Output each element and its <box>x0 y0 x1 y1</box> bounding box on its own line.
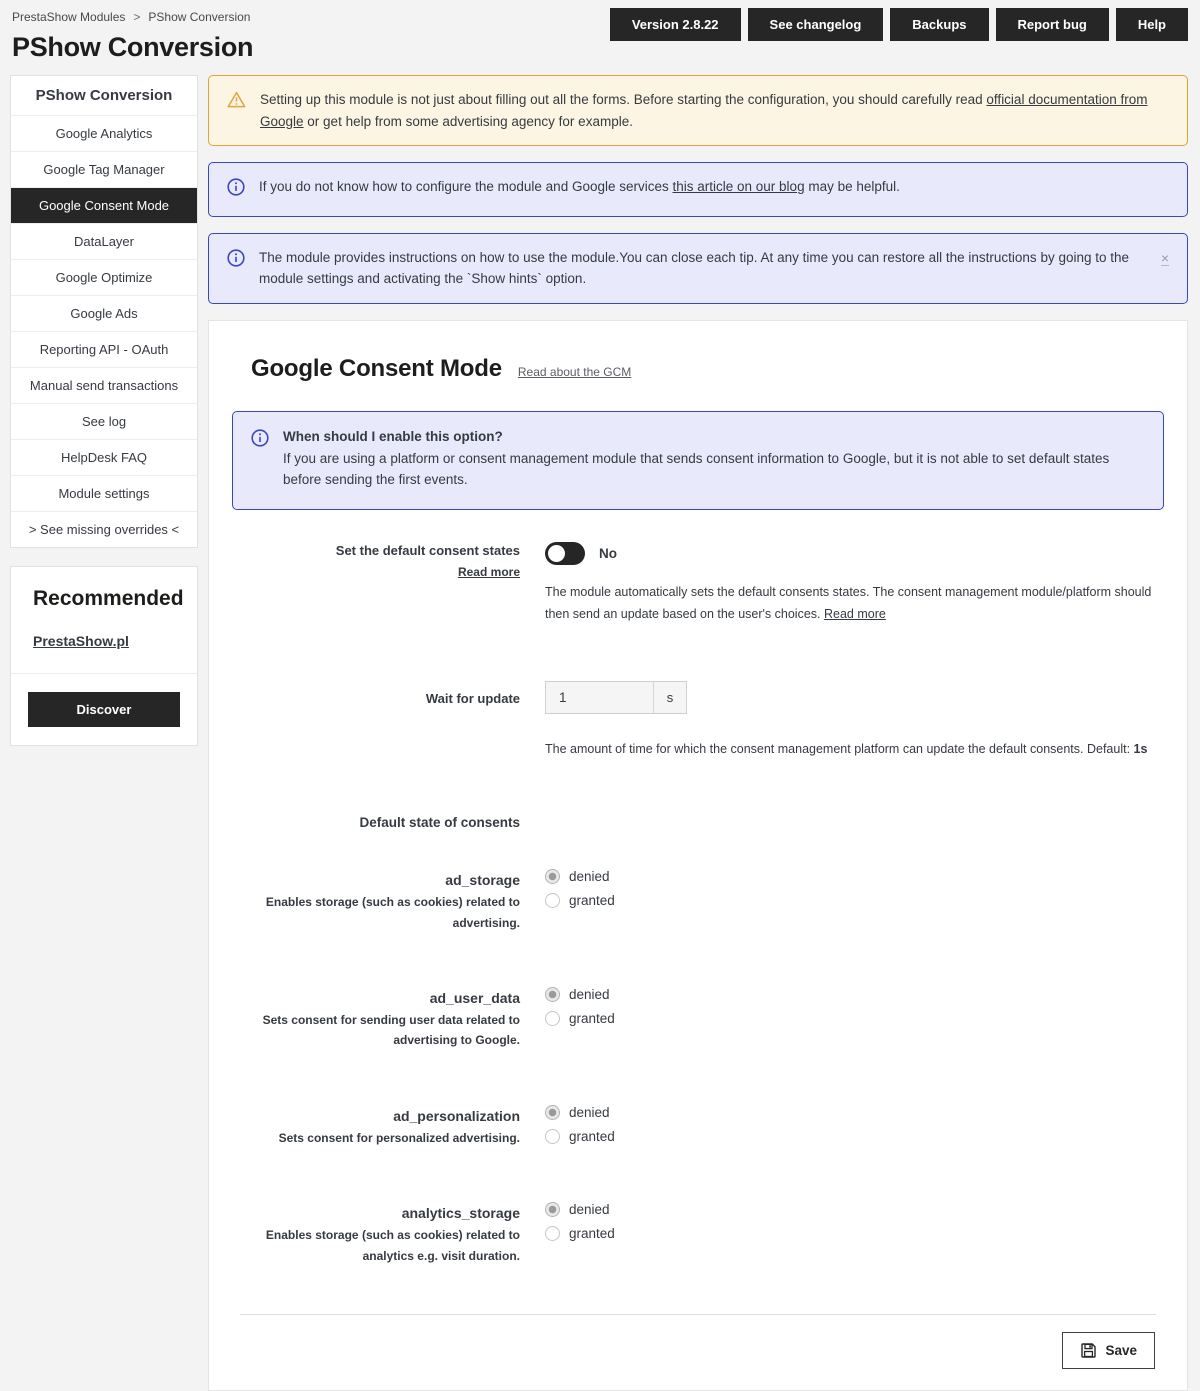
sidebar-item-google-tag-manager[interactable]: Google Tag Manager <box>11 152 197 188</box>
hint-title: When should I enable this option? <box>283 428 503 444</box>
save-floppy-icon <box>1080 1342 1097 1359</box>
sidebar-item-see-missing-overrides[interactable]: > See missing overrides < <box>28 522 180 537</box>
google-consent-mode-panel <box>208 320 1188 1391</box>
sidebar-item-google-analytics[interactable]: Google Analytics <box>11 116 197 152</box>
radio-checked-icon <box>545 1202 560 1217</box>
version-button[interactable]: Version 2.8.22 <box>610 8 741 41</box>
blog-article-link[interactable]: this article on our blog <box>672 179 805 195</box>
consent-states-label: Set the default consent states <box>335 542 520 558</box>
ad-storage-denied-radio[interactable] <box>545 869 1164 884</box>
content <box>0 63 1200 1391</box>
warning-text-before: Setting up this module is not just about filling out all the forms. Before starting the configuration, you should carefully read <box>260 92 987 107</box>
consent-name: ad_personalization <box>393 1107 520 1124</box>
radio-checked-icon <box>545 869 560 884</box>
radio-unchecked-icon <box>545 1011 560 1026</box>
consent-name: ad_user_data <box>429 990 520 1007</box>
save-button-label: Save <box>1105 1342 1137 1358</box>
warning-alert <box>208 75 1188 146</box>
warning-text-after: or get help from some advertising agency for example. <box>303 113 633 129</box>
wait-for-update-label: Wait for update <box>425 690 520 706</box>
wait-help-default-value: 1s <box>1133 741 1148 756</box>
consent-name: analytics_storage <box>401 1205 520 1222</box>
wait-for-update-row <box>232 681 1164 761</box>
consent-row-ad-user-data <box>232 987 1164 1051</box>
consent-description: Enables storage (such as cookies) related to advertising. <box>265 895 520 930</box>
breadcrumb-parent[interactable]: PrestaShow Modules <box>12 10 126 24</box>
radio-unchecked-icon <box>545 1129 560 1144</box>
info-circle-icon <box>251 429 269 491</box>
backups-button[interactable]: Backups <box>890 8 988 41</box>
radio-unchecked-icon <box>545 893 560 908</box>
toggle-knob <box>548 545 565 562</box>
nav-header: PShow Conversion <box>11 76 197 116</box>
when-enable-hint-box <box>232 411 1164 510</box>
hints-info-text: The module provides instructions on how to use the module.You can close each tip. At any time you can restore all the instructions by going to the module settings and activating the `Show hints` option. <box>259 249 1130 287</box>
consent-description: Enables storage (such as cookies) related to analytics e.g. visit duration. <box>265 1228 520 1263</box>
wait-for-update-input-group <box>545 681 687 714</box>
radio-label: denied <box>569 1202 610 1218</box>
consent-states-help-read-more-link[interactable]: Read more <box>823 607 886 622</box>
consent-row-ad-storage <box>232 869 1164 933</box>
sidebar-item-google-consent-mode[interactable]: Google Consent Mode <box>11 188 197 224</box>
sidebar-item-helpdesk-faq[interactable]: HelpDesk FAQ <box>11 440 197 476</box>
google-docs-link[interactable]: official documentation from Google <box>260 92 1148 129</box>
consent-states-help-text: The module automatically sets the default consents states. The consent management module/platform should then send an update based on the user's choices. <box>545 584 1152 622</box>
consent-states-help <box>545 581 1164 626</box>
changelog-button[interactable]: See changelog <box>748 8 884 41</box>
radio-label: denied <box>569 987 610 1003</box>
warning-triangle-icon <box>227 91 246 115</box>
hint-text: If you are using a platform or consent management module that sends consent information to Google, but it is not able to set default states before sending the first events. <box>283 450 1110 488</box>
sidebar-item-module-settings[interactable]: Module settings <box>11 476 197 512</box>
radio-label: denied <box>569 1104 610 1120</box>
discover-button[interactable]: Discover <box>28 692 180 727</box>
sidebar-item-reporting-api-oauth[interactable]: Reporting API - OAuth <box>11 332 197 368</box>
topbar <box>0 0 1200 63</box>
breadcrumb-current[interactable]: PShow Conversion <box>148 10 251 24</box>
consent-row-analytics-storage <box>232 1202 1164 1266</box>
radio-unchecked-icon <box>545 1226 560 1241</box>
ad-personalization-granted-radio[interactable] <box>545 1129 1164 1144</box>
prestashow-link[interactable]: PrestaShow.pl <box>33 633 129 649</box>
blog-text-before: If you do not know how to configure the module and Google services <box>259 179 673 195</box>
toggle-value-label: No <box>599 545 617 561</box>
page-title: PShow Conversion <box>12 32 254 62</box>
sidebar-item-google-ads[interactable]: Google Ads <box>11 296 197 332</box>
info-circle-icon <box>227 178 245 203</box>
sidebar-item-see-log[interactable]: See log <box>11 404 197 440</box>
breadcrumb-separator: > <box>133 10 141 24</box>
consent-description: Sets consent for personalized advertising. <box>278 1130 520 1145</box>
sidebar-item-google-optimize[interactable]: Google Optimize <box>11 260 197 296</box>
seconds-unit-addon: s <box>653 682 686 713</box>
ad-personalization-denied-radio[interactable] <box>545 1105 1164 1120</box>
recommended-title: Recommended <box>33 587 184 610</box>
sidebar-item-datalayer[interactable]: DataLayer <box>11 224 197 260</box>
read-about-gcm-link[interactable]: Read about the GCM <box>517 364 632 379</box>
ad-storage-granted-radio[interactable] <box>545 893 1164 908</box>
hints-info-alert <box>208 233 1188 304</box>
panel-title: Google Consent Mode <box>251 354 502 382</box>
wait-for-update-help <box>545 738 1164 761</box>
save-button[interactable] <box>1062 1332 1155 1369</box>
module-nav <box>10 75 198 548</box>
sidebar-item-manual-send-transactions[interactable]: Manual send transactions <box>11 368 197 404</box>
header-buttons <box>610 8 1188 41</box>
blog-info-text <box>259 176 1169 198</box>
wait-help-text: The amount of time for which the consent management platform can update the default consents. Default: <box>545 741 1134 756</box>
consent-states-row <box>232 542 1164 626</box>
help-button[interactable]: Help <box>1116 8 1188 41</box>
radio-label: granted <box>569 1128 615 1144</box>
blog-text-after: may be helpful. <box>804 179 900 195</box>
radio-label: granted <box>569 1011 615 1027</box>
consent-name: ad_storage <box>445 872 520 889</box>
radio-label: denied <box>569 869 610 885</box>
close-icon[interactable]: × <box>1160 249 1169 266</box>
blog-info-alert <box>208 162 1188 217</box>
ad-user-data-granted-radio[interactable] <box>545 1011 1164 1026</box>
radio-label: granted <box>569 893 615 909</box>
info-circle-icon <box>227 249 245 274</box>
defaults-heading-row <box>232 815 1164 830</box>
radio-label: granted <box>569 1226 615 1242</box>
warning-alert-text <box>260 89 1169 132</box>
report-bug-button[interactable]: Report bug <box>996 8 1109 41</box>
analytics-storage-denied-radio[interactable] <box>545 1202 1164 1217</box>
consent-states-toggle[interactable] <box>545 542 585 565</box>
consent-row-ad-personalization <box>232 1104 1164 1148</box>
analytics-storage-granted-radio[interactable] <box>545 1226 1164 1241</box>
defaults-heading: Default state of consents <box>359 815 520 831</box>
wait-for-update-input[interactable] <box>546 682 653 713</box>
left-column <box>10 75 198 746</box>
ad-user-data-denied-radio[interactable] <box>545 987 1164 1002</box>
radio-checked-icon <box>545 1105 560 1120</box>
main-column <box>208 75 1188 1391</box>
consent-states-read-more-link[interactable]: Read more <box>457 564 520 579</box>
radio-checked-icon <box>545 987 560 1002</box>
consent-description: Sets consent for sending user data related to advertising to Google. <box>262 1013 520 1048</box>
recommended-card <box>10 566 198 746</box>
